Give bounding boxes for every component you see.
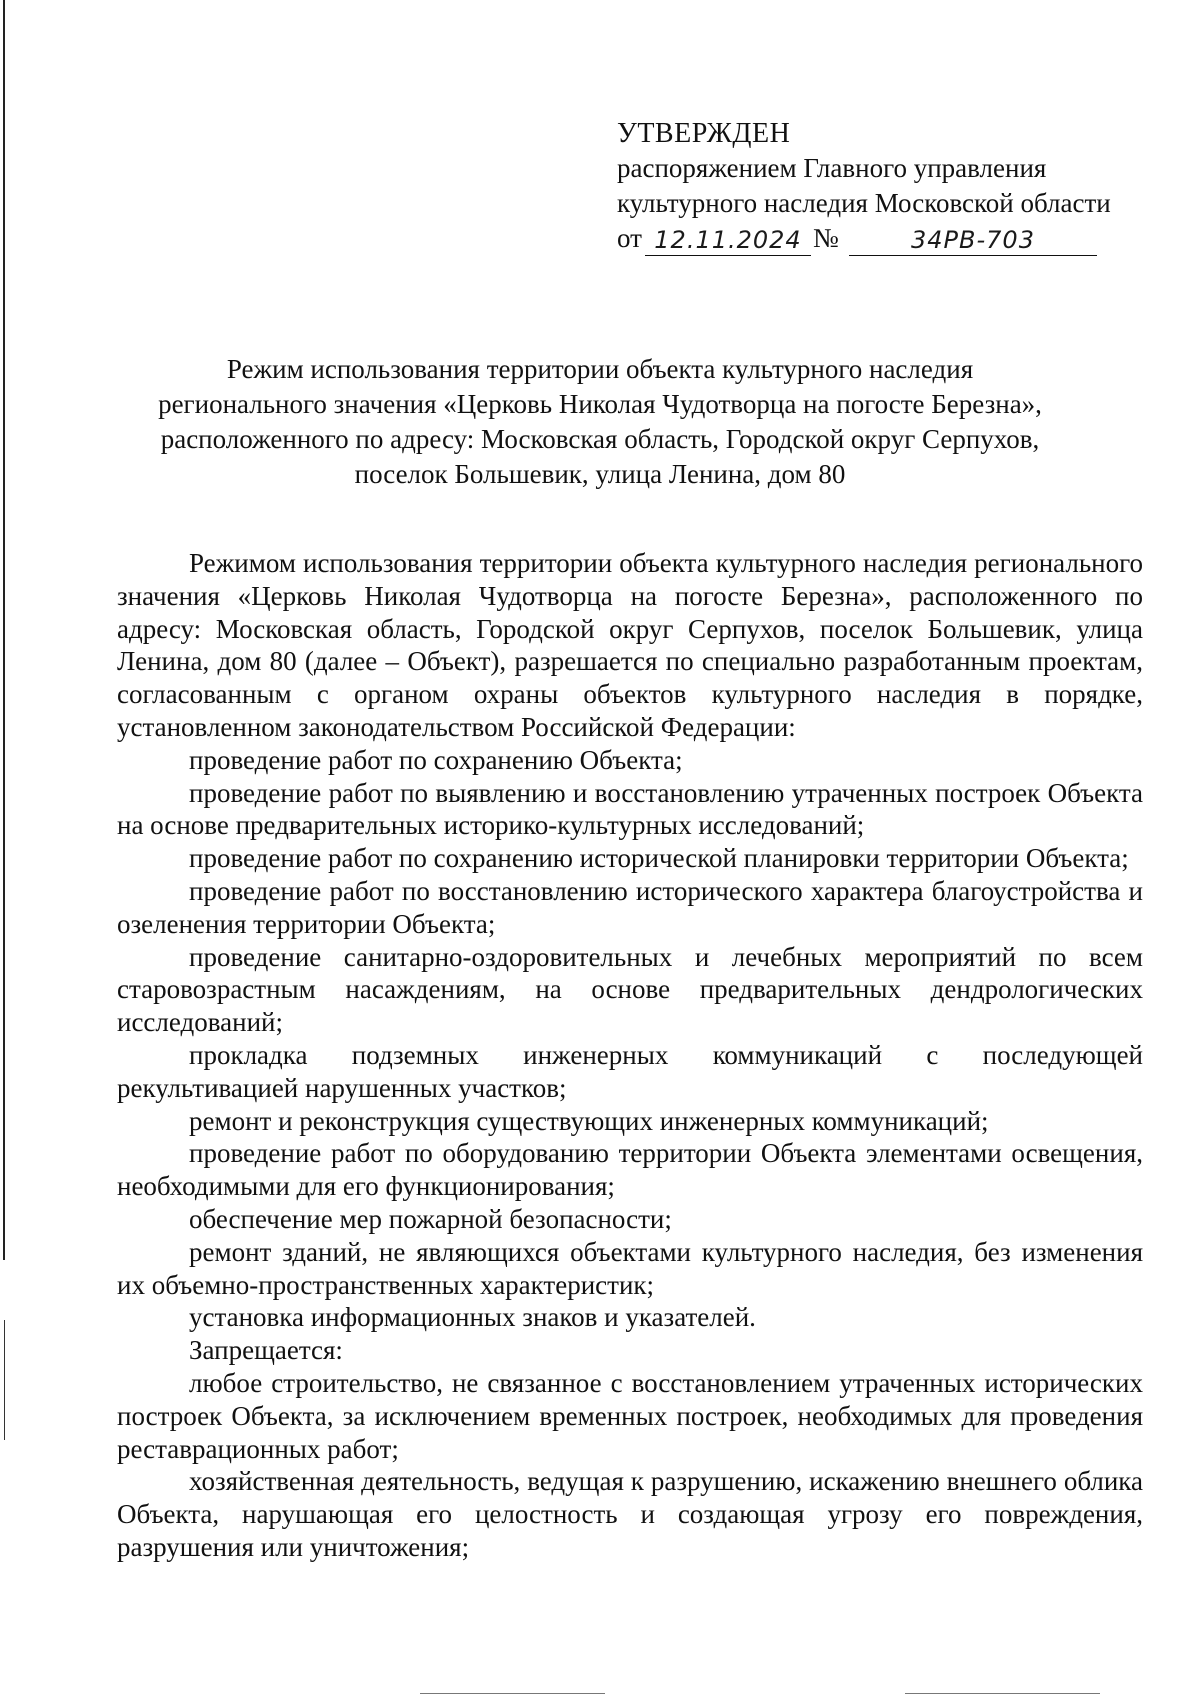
footer-rule	[420, 1693, 605, 1694]
date-prefix: от	[617, 223, 642, 253]
scan-edge-mark	[3, 0, 5, 1260]
list-item: проведение работ по восстановлению исторического характера благоустройства и озеленения территории Объекта;	[117, 875, 1143, 939]
list-item: проведение санитарно-оздоровительных и лечебных мероприятий по всем старовозрастным насаждениям, на основе предварительных дендрологических исследований;	[117, 941, 1143, 1038]
title-line-1: Режим использования территории объекта культурного наследия	[226, 354, 974, 384]
list-item: прокладка подземных инженерных коммуникаций с последующей рекультивацией нарушенных участков;	[117, 1039, 1143, 1103]
list-item: хозяйственная деятельность, ведущая к разрушению, искажению внешнего облика Объекта, нарушающая его целостность и создающая угрозу его повреждения, разрушения или уничтожения;	[117, 1466, 1143, 1562]
approval-block	[617, 116, 1137, 257]
paragraph-intro: Режимом использования территории объекта культурного наследия регионального значения «Церковь Николая Чудотворца на погосте Березна», расположенного по адресу: Московская область, Городской округ Серпухов, поселок Большевик, улица Ленина, дом 80 (далее – Объект), разрешается по специально разработанным проектам, согласованным с органом охраны объектов культурного наследия в порядке, установленном законодательством Российской Федерации:	[117, 548, 1143, 742]
list-item: проведение работ по оборудованию территории Объекта элементами освещения, необходимыми для его функционирования;	[117, 1138, 1143, 1202]
number-prefix: №	[813, 223, 839, 253]
list-item: проведение работ по сохранению Объекта;	[189, 744, 683, 775]
document-title	[130, 352, 1070, 492]
list-item: установка информационных знаков и указателей.	[189, 1302, 756, 1333]
title-line-4: поселок Большевик, улица Ленина, дом 80	[354, 459, 846, 489]
handwritten-number: 34РВ-703	[849, 227, 1097, 256]
list-item: проведение работ по выявлению и восстановлению утраченных построек Объекта на основе предварительных историко-культурных исследований;	[117, 777, 1143, 841]
date-number-row	[617, 221, 1137, 257]
list-item: обеспечение мер пожарной безопасности;	[189, 1203, 672, 1234]
list-item: ремонт и реконструкция существующих инженерных коммуникаций;	[189, 1105, 989, 1136]
handwritten-date: 12.11.2024	[645, 227, 811, 256]
prohibited-heading: Запрещается:	[189, 1335, 343, 1366]
scan-edge-mark	[4, 1320, 5, 1440]
approval-line-1: распоряжением Главного управления	[617, 153, 1047, 183]
document-body	[117, 547, 1143, 1564]
list-item: проведение работ по сохранению исторической планировки территории Объекта;	[189, 843, 1129, 874]
approval-title: УТВЕРЖДЕН	[617, 118, 791, 149]
list-item: ремонт зданий, не являющихся объектами культурного наследия, без изменения их объемно-пространственных характеристик;	[117, 1236, 1143, 1300]
list-item: любое строительство, не связанное с восстановлением утраченных исторических построек Объекта, за исключением временных построек, необходимых для проведения реставрационных работ;	[117, 1367, 1143, 1464]
approval-line-2: культурного наследия Московской области	[617, 188, 1111, 218]
title-line-3: расположенного по адресу: Московская область, Городской округ Серпухов,	[160, 424, 1040, 454]
footer-rule	[905, 1693, 1100, 1694]
title-line-2: регионального значения «Церковь Николая Чудотворца на погосте Березна»,	[158, 389, 1042, 419]
